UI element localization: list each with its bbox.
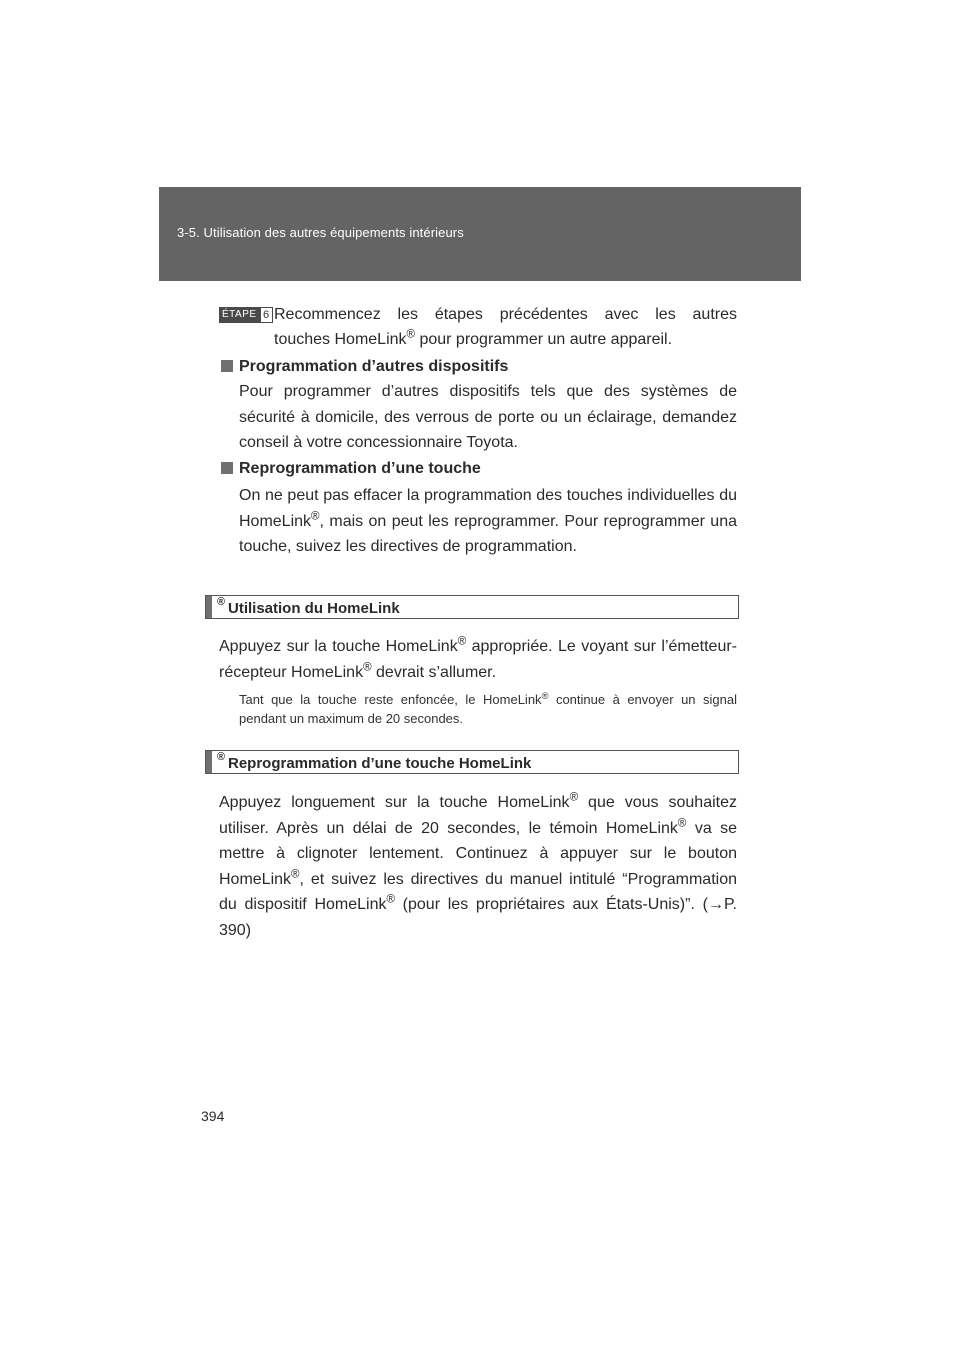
section-title: 3-5. Utilisation des autres équipements intérieurs — [177, 225, 464, 240]
heading-reprogramming-button: Reprogrammation d’une touche — [221, 458, 481, 480]
section-reprogram-text: Appuyez longuement sur la touche HomeLink® que vous souhaitez utiliser. Après un délai de 20 secondes, le témoin HomeLink® va se mettre à clignoter lentement. Continuez à appuyer sur le bouton HomeLink®, et suivez les directives du manuel intitulé “Programmation du dispositif HomeLink® (pour les propriétaires aux États-Unis)”. (→P. 390) — [219, 791, 738, 939]
section-using-title: Utilisation du HomeLink ® — [217, 596, 400, 617]
step-badge — [219, 307, 273, 323]
section-reprogram-homelink — [205, 750, 739, 774]
step-badge-number: 6 — [260, 307, 273, 323]
arrow-right-icon: → — [707, 896, 724, 913]
section-header-bar — [159, 187, 801, 281]
section-using-note: Tant que la touche reste enfoncée, le HomeLink® continue à envoyer un signal pendant un maximum de 20 secondes. — [239, 690, 738, 726]
reprogramming-button-text: On ne peut pas effacer la programmation des touches individuelles du HomeLink®, mais on peut les reprogrammer. Pour reprogrammer una touche, suivez les directives de programmation. — [239, 487, 737, 555]
section-reprogram-title: Reprogrammation d’une touche HomeLink ® — [217, 751, 532, 772]
step-text-line1: Recommencez les étapes précédentes avec les autres — [274, 306, 737, 323]
step-text-line2: touches HomeLink® pour programmer un autre appareil. — [274, 328, 673, 348]
square-bullet-icon — [221, 462, 233, 474]
programming-other-text: Pour programmer d’autres dispositifs tels que des systèmes de sécurité à domicile, des verrous de porte ou un éclairage, demandez conseil à votre concessionnaire Toyota. — [239, 383, 737, 451]
section-using-text: Appuyez sur la touche HomeLink® appropriée. Le voyant sur l’émetteur-récepteur HomeLink® devrait s’allumer. — [219, 635, 737, 681]
section-using-homelink — [205, 595, 739, 619]
page-number: 394 — [201, 1108, 225, 1124]
heading-programming-other: Programmation d’autres dispositifs — [221, 356, 508, 378]
square-bullet-icon — [221, 360, 233, 372]
step-badge-label: ÉTAPE — [219, 307, 260, 323]
